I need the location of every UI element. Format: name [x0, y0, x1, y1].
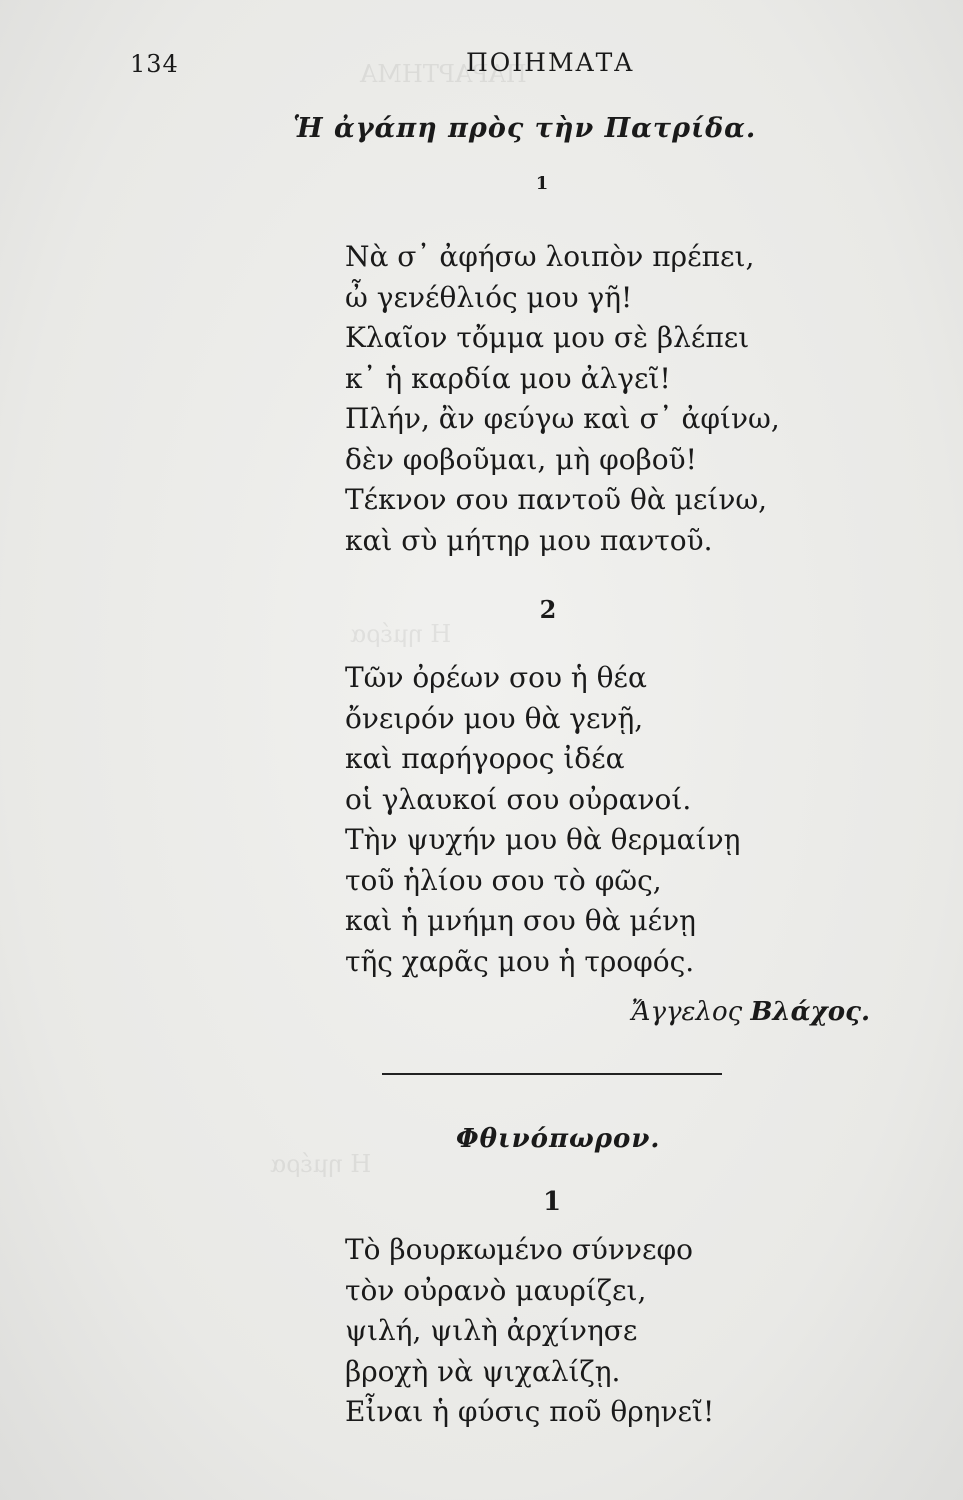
poem-title: Ἡ ἀγάπη πρὸς τὴν Πατρίδα. — [293, 113, 757, 144]
show-through-text: Η ημέρα — [350, 620, 452, 648]
stanza-number: 2 — [539, 595, 557, 624]
verse-line: Τὴν ψυχήν μου θὰ θερμαίνῃ — [345, 823, 741, 856]
poem-title: Φθινόπωρον. — [456, 1124, 661, 1154]
verse-line: ψιλή, ψιλὴ ἀρχίνησε — [345, 1314, 638, 1347]
show-through-text: ΠΑΡΑΡΤΗΜΑ — [360, 60, 527, 88]
stanza — [345, 237, 780, 561]
verse-line: Τέκνον σου παντοῦ θὰ μείνω, — [345, 483, 768, 516]
verse-line: τῆς χαρᾶς μου ἡ τροφός. — [345, 944, 695, 978]
show-through-text: Η ημέρα — [270, 1150, 372, 1178]
stanza — [345, 1230, 714, 1433]
verse-line: τὸν οὐρανὸ μαυρίζει, — [345, 1273, 647, 1307]
verse-line: ὦ γενέθλιός μου γῆ! — [345, 280, 633, 314]
verse-line: Εἶναι ἡ φύσις ποῦ θρηνεῖ! — [345, 1395, 715, 1428]
verse-line: τοῦ ἡλίου σου τὸ φῶς, — [345, 863, 662, 897]
stanza — [345, 658, 740, 982]
verse-line: καὶ σὺ μήτηρ μου παντοῦ. — [345, 523, 713, 557]
verse-line: καὶ ἡ μνήμη σου θὰ μένῃ — [345, 904, 696, 937]
verse-line: Τὸ βουρκωμένο σύννεφο — [345, 1233, 693, 1266]
page-number: 134 — [130, 50, 179, 78]
verse-line: Τῶν ὀρέων σου ἡ θέα — [345, 661, 647, 694]
section-divider — [382, 1073, 722, 1075]
verse-line: Νὰ σ᾽ ἀφήσω λοιπὸν πρέπει, — [345, 240, 755, 273]
stanza-number: 1 — [542, 1187, 562, 1217]
author-signature — [631, 997, 870, 1027]
author-first-name: Ἄγγελος — [631, 997, 743, 1027]
verse-line: καὶ παρήγορος ἰδέα — [345, 742, 625, 775]
verse-line: βροχὴ νὰ ψιχαλίζῃ. — [345, 1354, 621, 1388]
verse-line: Πλήν, ἂν φεύγω καὶ σ᾽ ἀφίνω, — [345, 402, 780, 435]
running-head: ΠΟΙΗΜΑΤΑ — [466, 48, 635, 77]
verse-line: οἱ γλαυκοί σου οὐρανοί. — [345, 782, 692, 816]
verse-line: δὲν φοβοῦμαι, μὴ φοβοῦ! — [345, 442, 697, 476]
stanza-number: 1 — [535, 173, 549, 194]
verse-line: Κλαῖον τὄμμα μου σὲ βλέπει — [345, 321, 750, 354]
verse-line: κ᾽ ἡ καρδία μου ἀλγεῖ! — [345, 361, 671, 395]
verse-line: ὄνειρόν μου θὰ γενῇ, — [345, 701, 644, 735]
author-last-name: Βλάχος. — [750, 997, 870, 1027]
